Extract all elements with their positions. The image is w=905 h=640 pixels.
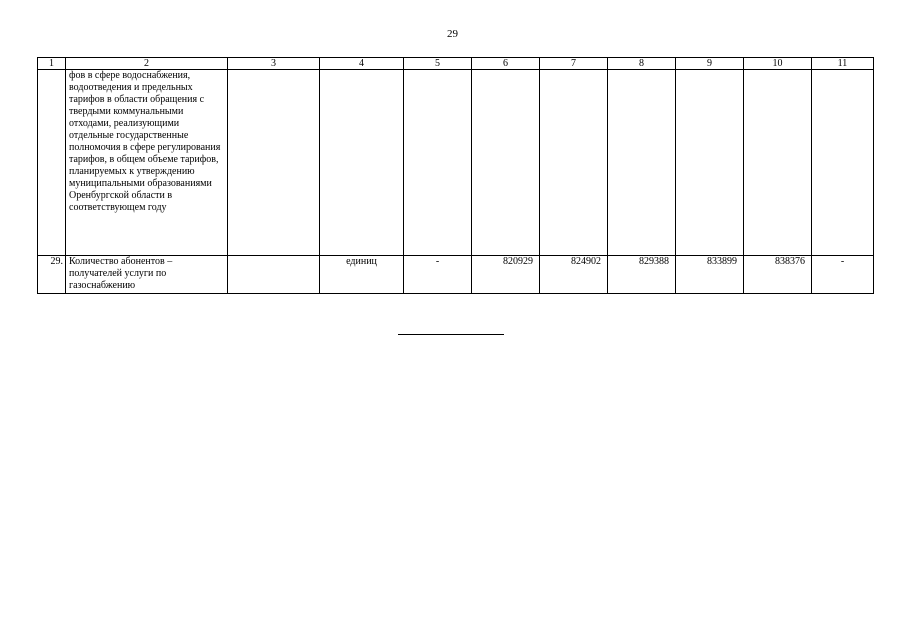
value-cell	[608, 70, 676, 256]
column-number-8: 8	[608, 58, 676, 70]
value-cell	[472, 70, 540, 256]
column-number-row	[38, 58, 874, 70]
dash-cell: -	[404, 256, 472, 294]
table-cell	[404, 70, 472, 256]
column-number-7: 7	[540, 58, 608, 70]
value-cell: 838376	[744, 256, 812, 294]
page-number: 29	[447, 28, 458, 40]
row-number-cell	[38, 70, 66, 256]
value-cell: 820929	[472, 256, 540, 294]
column-number-5: 5	[404, 58, 472, 70]
table-cell	[228, 70, 320, 256]
indicator-name-cell: фов в сфере водоснабжения, водоотведения и предельных тарифов в области обращения с твердыми коммунальными отходами, реализующими отдельные государственные полномочия в сфере регулирования тарифов, в общем объеме тарифов, планируемых к утверждению муниципальными образованиями Оренбургской области в соответствующем году	[66, 70, 228, 256]
column-number-4: 4	[320, 58, 404, 70]
value-cell: 833899	[676, 256, 744, 294]
table-cell	[228, 256, 320, 294]
unit-cell	[320, 70, 404, 256]
column-number-3: 3	[228, 58, 320, 70]
column-number-9: 9	[676, 58, 744, 70]
value-cell: 824902	[540, 256, 608, 294]
dash-cell: -	[812, 256, 874, 294]
table-row	[38, 256, 874, 294]
column-number-10: 10	[744, 58, 812, 70]
unit-cell: единиц	[320, 256, 404, 294]
column-number-11: 11	[812, 58, 874, 70]
column-number-2: 2	[66, 58, 228, 70]
value-cell	[744, 70, 812, 256]
table-row	[38, 70, 874, 256]
column-number-6: 6	[472, 58, 540, 70]
indicators-table	[37, 57, 874, 294]
row-number-cell: 29.	[38, 256, 66, 294]
column-number-1: 1	[38, 58, 66, 70]
value-cell	[540, 70, 608, 256]
value-cell	[676, 70, 744, 256]
indicator-name-cell: Количество абонентов – получателей услуги по газоснабжению	[66, 256, 228, 294]
footer-divider	[398, 334, 504, 335]
table-cell	[812, 70, 874, 256]
value-cell: 829388	[608, 256, 676, 294]
